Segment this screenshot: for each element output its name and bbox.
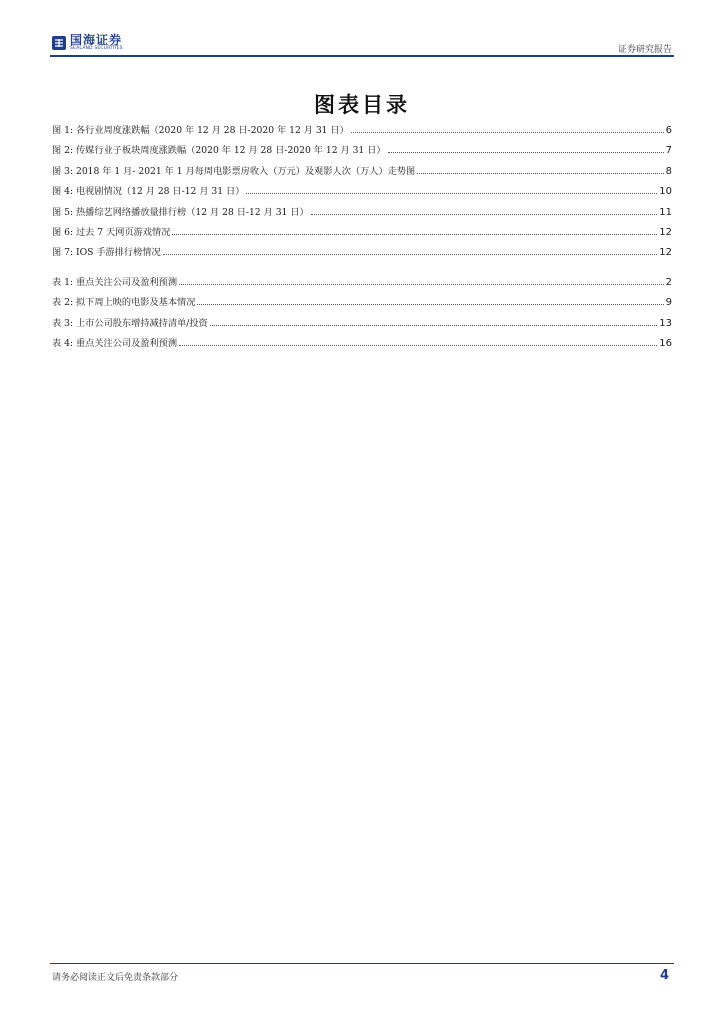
figure-entry[interactable] xyxy=(52,122,672,142)
dot-leader xyxy=(179,284,664,285)
entry-label: 表 3: 上市公司股东增持减持清单/投资 xyxy=(52,317,208,329)
header-divider xyxy=(50,55,674,57)
table-entry[interactable] xyxy=(52,294,672,314)
table-entry[interactable] xyxy=(52,335,672,355)
entry-label: 图 4: 电视剧情况（12 月 28 日-12 月 31 日） xyxy=(52,186,245,198)
figure-entry[interactable] xyxy=(52,224,672,244)
entry-page: 9 xyxy=(665,297,672,309)
entry-page: 16 xyxy=(659,338,672,350)
dot-leader xyxy=(210,325,658,326)
page-header xyxy=(0,0,724,60)
entry-label: 表 1: 重点关注公司及盈利预测 xyxy=(52,277,178,288)
dot-leader xyxy=(388,152,664,153)
entry-page: 12 xyxy=(659,247,672,259)
page-number: 4 xyxy=(659,968,669,983)
figure-entry[interactable] xyxy=(52,204,672,224)
dot-leader xyxy=(246,193,657,194)
page-title: 图表目录 xyxy=(314,92,410,117)
entry-label: 图 1: 各行业周度涨跌幅（2020 年 12 月 28 日-2020 年 12 月 31 日） xyxy=(52,125,349,136)
entry-label: 图 3: 2018 年 1 月- 2021 年 1 月每周电影票房收入（万元）及观影人次（万人）走势图 xyxy=(52,165,416,177)
table-list xyxy=(52,274,672,356)
entry-label: 表 4: 重点关注公司及盈利预测 xyxy=(52,338,178,350)
entry-label: 图 2: 传媒行业子板块周度涨跌幅（2020 年 12 月 28 日-2020 年 12 月 31 日） xyxy=(52,145,386,157)
logo-chinese-name: 国海证券 xyxy=(70,33,123,47)
disclaimer-note: 请务必阅读正文后免责条款部分 xyxy=(52,973,179,983)
entry-page: 2 xyxy=(665,277,672,288)
entry-page: 6 xyxy=(665,125,672,136)
figure-entry[interactable] xyxy=(52,142,672,162)
table-entry[interactable] xyxy=(52,274,672,294)
entry-page: 12 xyxy=(659,226,672,238)
table-entry[interactable] xyxy=(52,315,672,335)
report-type-label: 证券研究报告 xyxy=(617,45,672,55)
entry-label: 图 5: 热播综艺网络播放量排行榜（12 月 28 日-12 月 31 日） xyxy=(52,206,309,218)
entry-label: 图 7: IOS 手游排行榜情况 xyxy=(52,247,161,259)
dot-leader xyxy=(172,234,657,235)
figure-entry[interactable] xyxy=(52,163,672,183)
footer-divider xyxy=(50,963,674,964)
sealand-logo-icon xyxy=(52,36,66,50)
page-footer xyxy=(0,964,724,1024)
figure-list xyxy=(52,122,672,265)
entry-page: 7 xyxy=(665,145,672,157)
dot-leader xyxy=(351,132,664,133)
entry-label: 表 2: 拟下周上映的电影及基本情况 xyxy=(52,297,196,309)
dot-leader xyxy=(197,304,663,305)
company-logo xyxy=(52,34,123,52)
dot-leader xyxy=(163,254,658,255)
dot-leader xyxy=(179,345,657,346)
figure-entry[interactable] xyxy=(52,244,672,264)
entry-page: 11 xyxy=(659,206,672,218)
dot-leader xyxy=(311,214,658,215)
entry-page: 13 xyxy=(659,317,672,329)
dot-leader xyxy=(417,173,663,174)
entry-label: 图 6: 过去 7 天网页游戏情况 xyxy=(52,226,171,238)
logo-english-name: SEALAND SECURITIES xyxy=(70,46,123,51)
figure-entry[interactable] xyxy=(52,183,672,203)
entry-page: 8 xyxy=(665,165,672,177)
entry-page: 10 xyxy=(659,186,672,198)
